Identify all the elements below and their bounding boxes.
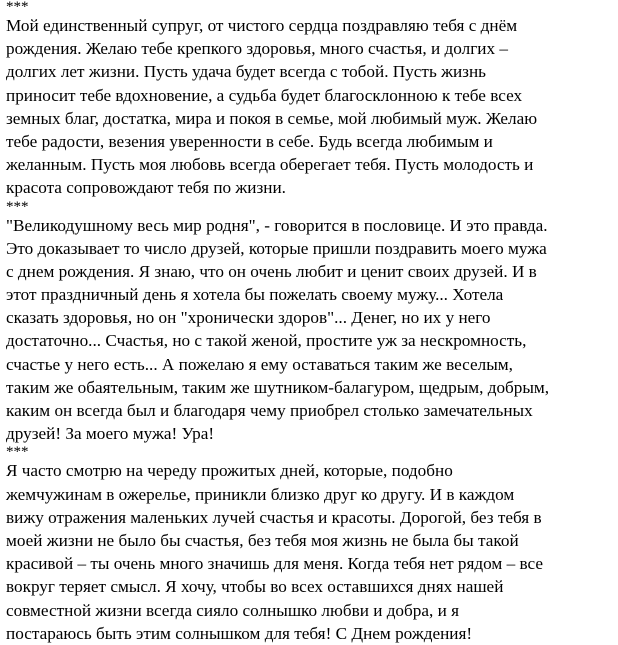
text-line: таким же обаятельным, таким же шутником-балагуром, щедрым, добрым, (6, 377, 550, 397)
text-line: постараюсь быть этим солнышком для тебя! С Днем рождения! (6, 623, 473, 643)
text-line: этот праздничный день я хотела бы пожелать своему мужу... Хотела (6, 285, 504, 305)
text-line: красота сопровождают тебя по жизни. (6, 178, 286, 198)
text-line: рождения. Желаю тебе крепкого здоровья, много счастья, и долгих – (6, 39, 508, 59)
text-line: моей жизни не было бы счастья, без тебя моя жизнь не была бы такой (6, 530, 519, 550)
separator: *** (6, 444, 29, 461)
text-line: Я часто смотрю на череду прожитых дней, которые, подобно (6, 461, 453, 481)
section-2 (6, 200, 614, 446)
text-line: вокруг теряет смысл. Я хочу, чтобы во всех оставшихся днях нашей (6, 577, 504, 597)
text-line: земных благ, достатка, мира и покоя в семье, мой любимый муж. Желаю (6, 108, 538, 128)
text-line: достаточно... Счастья, но с такой женой, простите уж за нескромность, (6, 331, 527, 351)
text-line: каким он всегда был и благодаря чему приобрел столько замечательных (6, 401, 533, 420)
text-line: красивой – ты очень много значишь для меня. Когда тебя нет рядом – все (6, 554, 543, 574)
text-line: сказать здоровья, но он "хронически здоров"... Денег, но их у него (6, 308, 491, 328)
text-line: "Великодушному весь мир родня", - говорится в пословице. И это правда. (6, 215, 548, 235)
text-line: Мой единственный супруг, от чистого сердца поздравляю тебя с днём (6, 16, 518, 35)
text-line: счастье у него есть... А пожелаю я ему оставаться таким же веселым, (6, 354, 513, 374)
separator: *** (6, 0, 29, 15)
text-line: желанным. Пусть моя любовь всегда оберегает тебя. Пусть молодость и (6, 155, 534, 175)
section-1 (6, 0, 614, 200)
section-3 (6, 445, 614, 645)
text-line: тебе радости, везения уверенности в себе. Будь всегда любимым и (6, 131, 493, 151)
text-line: с днем рождения. Я знаю, что он очень любит и ценит своих друзей. И в (6, 261, 537, 281)
text-line: жемчужинам в ожерелье, приникли близко друг ко другу. И в каждом (6, 484, 515, 504)
text-line: долгих лет жизни. Пусть удача будет всегда с тобой. Пусть жизнь (6, 62, 486, 82)
text-line: приносит тебе вдохновение, а судьба будет благосклонною к тебе всех (6, 85, 523, 105)
text-line: Это доказывает то число друзей, которые пришли поздравить моего мужа (6, 238, 547, 258)
text-line: друзей! За моего мужа! Ура! (6, 424, 215, 444)
separator: *** (6, 198, 29, 215)
text-line: совместной жизни всегда сияло солнышко любви и добра, и я (6, 600, 459, 620)
text-line: вижу отражения маленьких лучей счастья и красоты. Дорогой, без тебя в (6, 507, 542, 527)
